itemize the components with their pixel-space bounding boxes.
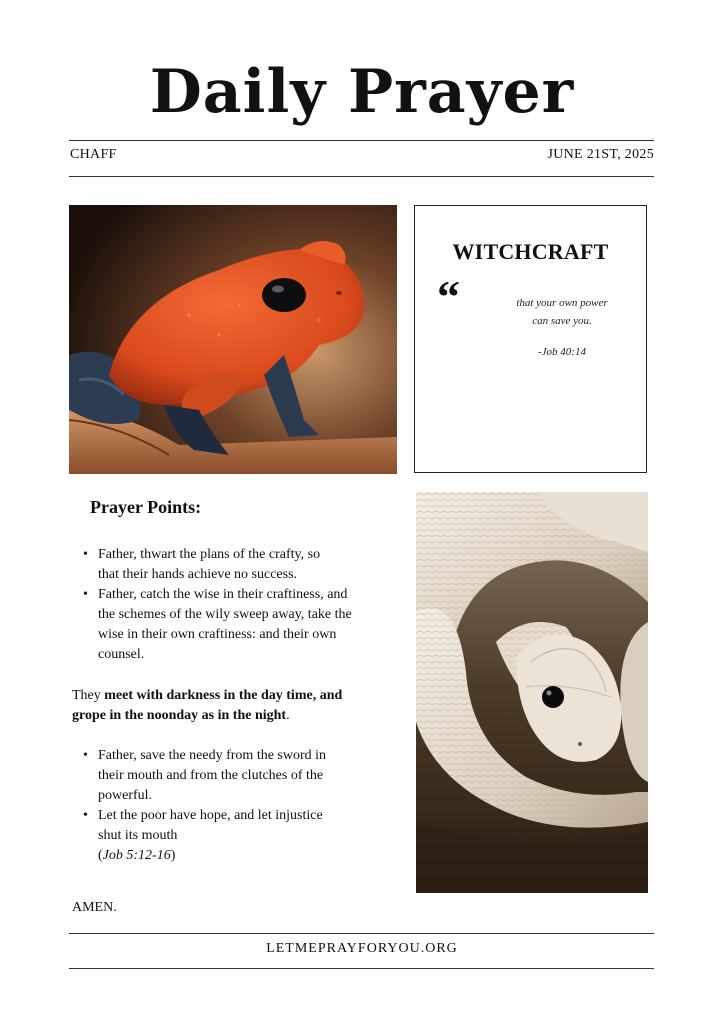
scripture-tail: . xyxy=(286,708,290,723)
list-item xyxy=(70,746,360,806)
quote-reference: -Job 40:14 xyxy=(538,346,586,358)
bullet-icon: • xyxy=(83,808,88,823)
footer-bottom-divider xyxy=(69,968,654,969)
reference-paren-close: ) xyxy=(170,848,176,863)
scripture-lead: They xyxy=(72,688,105,703)
list-item-line: powerful. xyxy=(98,788,153,803)
scripture-line-2 xyxy=(72,706,372,726)
footer-website[interactable]: LETMEPRAYFORYOU.ORG xyxy=(266,941,458,956)
prayer-list-b xyxy=(70,746,360,866)
quote-text xyxy=(487,294,637,330)
scripture-paragraph xyxy=(72,686,372,726)
list-item xyxy=(70,806,360,866)
bullet-icon: • xyxy=(83,748,88,763)
scripture-emphasis-1: meet with darkness in the day time, and xyxy=(104,688,343,703)
section-label: CHAFF xyxy=(70,147,117,162)
masthead-title: Daily Prayer xyxy=(149,57,575,127)
list-item-line: Father, catch the wise in their craftiness, and xyxy=(98,587,348,602)
quote-box xyxy=(414,205,647,473)
list-item xyxy=(70,585,360,665)
list-item-line: Father, save the needy from the sword in xyxy=(98,748,327,763)
quote-mark-icon: “ xyxy=(437,271,460,322)
header-top-divider xyxy=(69,140,654,141)
scripture-emphasis-2: grope in the noonday as in the night xyxy=(72,708,287,723)
closing-amen: AMEN. xyxy=(72,900,117,915)
reference-text: Job 5:12-16 xyxy=(102,848,171,863)
list-item-line: Father, thwart the plans of the crafty, so xyxy=(98,547,321,562)
snake-photo xyxy=(416,492,648,893)
prayer-list-a xyxy=(70,545,360,665)
list-item-line: wise in their own craftiness: and their own xyxy=(98,627,337,642)
bullet-icon: • xyxy=(83,587,88,602)
list-item-line: that their hands achieve no success. xyxy=(98,567,298,582)
quote-line-1: that your own power xyxy=(516,297,608,309)
scripture-reference xyxy=(98,846,360,866)
prayer-points-heading: Prayer Points: xyxy=(90,497,202,517)
list-item-line: the schemes of the wily sweep away, take the xyxy=(98,607,352,622)
bullet-icon: • xyxy=(83,547,88,562)
list-item-line: Let the poor have hope, and let injustice xyxy=(98,808,323,823)
list-item-line: counsel. xyxy=(98,647,145,662)
header-bottom-divider xyxy=(69,176,654,177)
scripture-line-1 xyxy=(72,686,372,706)
list-item-line: shut its mouth xyxy=(98,828,178,843)
reference-paren-open: ( xyxy=(98,848,103,863)
quote-title: WITCHCRAFT xyxy=(452,239,609,264)
list-item xyxy=(70,545,360,585)
list-item-line: their mouth and from the clutches of the xyxy=(98,768,324,783)
frog-photo xyxy=(69,205,397,474)
issue-date: JUNE 21ST, 2025 xyxy=(547,147,654,162)
quote-line-2: can save you. xyxy=(532,315,592,327)
footer-top-divider xyxy=(69,933,654,934)
